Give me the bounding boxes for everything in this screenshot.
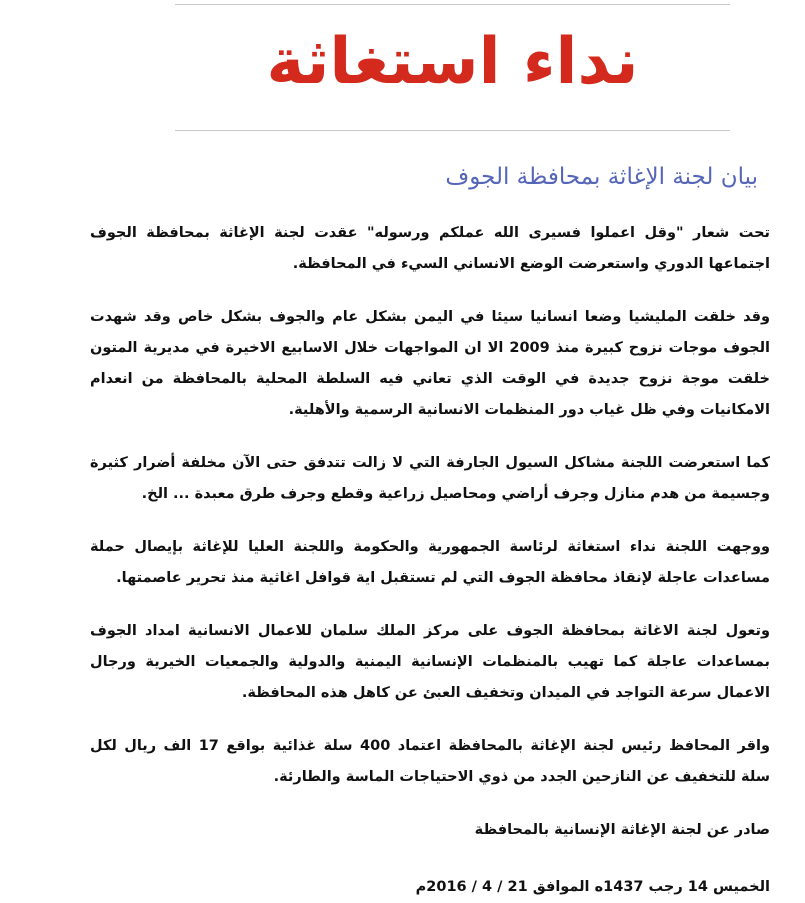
statement-body	[90, 218, 770, 903]
paragraph-2: وقد خلقت المليشيا وضعا انسانيا سيئا في اليمن بشكل عام والجوف بشكل خاص وقد شهدت الجوف موجات نزوح كبيرة منذ 2009 الا ان المواجهات خلال الاسابيع الاخيرة في مديرية المتون خلقت موجة نزوح جديدة في الوقت الذي تعاني فيه السلطة المحلية بالمحافظة من انعدام الامكانيات وفي ظل غياب دور المنظمات الانسانية الرسمية والأهلية.	[90, 309, 770, 418]
issue-date: الخميس 14 رجب 1437ه الموافق 21 / 4 / 2016م	[415, 879, 770, 895]
page-title: نداء استغاثة	[266, 25, 639, 99]
paragraph-1: تحت شعار "وقل اعملوا فسيرى الله عملكم ورسوله" عقدت لجنة الإغاثة بمحافظة الجوف اجتماعها الدوري واستعرضت الوضع الانساني السيء في المحافظة.	[90, 225, 770, 272]
title-divider	[175, 130, 730, 131]
paragraph-3: كما استعرضت اللجنة مشاكل السيول الجارفة التي لا زالت تتدفق حتى الآن مخلفة أضرار كثيرة وجسيمة من هدم منازل وجرف أراضي ومحاصيل زراعية وقطع وجرف طرق معبدة ... الخ.	[90, 455, 770, 502]
paragraph-6: واقر المحافظ رئيس لجنة الإغاثة بالمحافظة اعتماد 400 سلة غذائية بواقع 17 الف ريال لكل سلة للتخفيف عن النازحين الجدد من ذوي الاحتياجات الماسة والطارئة.	[90, 738, 770, 785]
paragraph-5: وتعول لجنة الاغاثة بمحافظة الجوف على مركز الملك سلمان للاعمال الانسانية امداد الجوف بمساعدات عاجلة كما تهيب بالمنظمات الإنسانية اليمنية والدولية والجمعيات الخيرية ورجال الاعمال سرعة التواجد في الميدان وتخفيف العبئ عن كاهل هذه المحافظة.	[90, 623, 770, 701]
statement-subtitle: بيان لجنة الإغاثة بمحافظة الجوف	[445, 164, 758, 190]
paragraph-4: ووجهت اللجنة نداء استغاثة لرئاسة الجمهورية والحكومة واللجنة العليا للإغاثة بإيصال حملة مساعدات عاجلة لإنقاذ محافظة الجوف التي لم تستقبل اية قوافل اغاثية منذ تحرير عاصمتها.	[90, 539, 770, 586]
top-divider	[175, 4, 730, 5]
issuer-signature: صادر عن لجنة الإغاثة الإنسانية بالمحافظة	[474, 822, 770, 838]
